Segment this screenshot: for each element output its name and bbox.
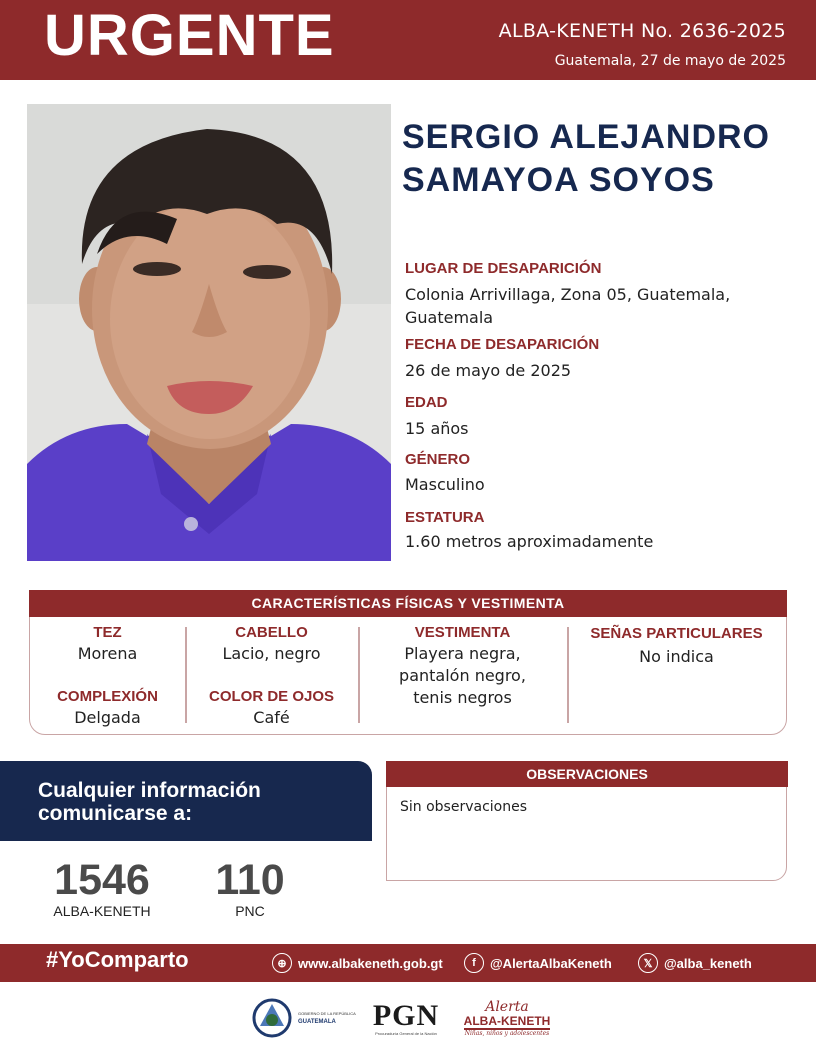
coat-of-arms-icon (250, 996, 294, 1040)
observations-text: Sin observaciones (400, 799, 528, 815)
government-logo (250, 990, 360, 1046)
contact-line-1: Cualquier información (38, 779, 261, 802)
age-value: 15 años (405, 419, 469, 438)
place-value (405, 283, 795, 329)
clothing-line: pantalón negro, (399, 666, 526, 685)
pgn-logo (364, 990, 448, 1046)
date-value: 26 de mayo de 2025 (405, 361, 572, 380)
pgn-text: PGN (372, 998, 440, 1032)
characteristics-box (29, 590, 787, 735)
phone-number-pnc[interactable]: 110 (215, 856, 285, 904)
observations-box (386, 761, 787, 881)
urgent-title: URGENTE (44, 3, 335, 68)
tez-label: TEZ (93, 624, 122, 641)
contact-banner (0, 761, 372, 841)
alerta-main: ALBA-KENETH (463, 1013, 551, 1028)
issue-date: Guatemala, 27 de mayo de 2025 (554, 53, 786, 69)
facebook-link[interactable] (464, 944, 612, 982)
observations-title: OBSERVACIONES (386, 761, 788, 787)
case-number: ALBA-KENETH No. 2636-2025 (498, 20, 786, 42)
place-line-2: Guatemala (405, 308, 494, 327)
place-label: LUGAR DE DESAPARICIÓN (405, 260, 602, 277)
tez-value: Morena (77, 644, 138, 663)
characteristics-title: CARACTERÍSTICAS FÍSICAS Y VESTIMENTA (29, 590, 787, 617)
clothing-line: Playera negra, (404, 644, 521, 663)
website-link[interactable] (272, 944, 443, 982)
marks-label: SEÑAS PARTICULARES (590, 625, 763, 642)
hair-value: Lacio, negro (222, 644, 321, 663)
marks-value: No indica (639, 647, 714, 666)
clothing-label: VESTIMENTA (414, 624, 511, 641)
place-line-1: Colonia Arrivillaga, Zona 05, Guatemala, (405, 285, 731, 304)
height-label: ESTATURA (405, 509, 485, 526)
complexion-value: Delgada (74, 708, 141, 727)
contact-text (38, 779, 261, 825)
date-label: FECHA DE DESAPARICIÓN (405, 336, 600, 353)
hair-label: CABELLO (235, 624, 308, 641)
hashtag: #YoComparto (46, 947, 189, 972)
globe-icon: ⊕ (272, 953, 292, 973)
gender-label: GÉNERO (405, 451, 471, 468)
alerta-subtitle: Niñas, niños y adolescentes (464, 1029, 550, 1037)
website-text: www.albakeneth.gob.gt (298, 955, 443, 971)
pgn-subtitle: Procuraduría General de la Nación (375, 1030, 437, 1036)
x-link[interactable] (638, 944, 752, 982)
clothing-line: tenis negros (413, 688, 512, 707)
eyes-value: Café (253, 708, 290, 727)
x-icon: 𝕏 (638, 953, 658, 973)
footer-bar (0, 944, 816, 982)
logos-row (0, 990, 816, 1050)
x-text: @alba_keneth (664, 955, 752, 971)
gov-line-1: GOBIERNO DE LA REPÚBLICA (298, 1011, 356, 1016)
complexion-label: COMPLEXIÓN (57, 688, 158, 705)
height-value: 1.60 metros aproximadamente (405, 532, 654, 551)
gov-line-2: GUATEMALA (298, 1019, 336, 1025)
phone-label-albakeneth: ALBA-KENETH (53, 903, 151, 919)
gender-value: Masculino (405, 475, 485, 494)
facebook-text: @AlertaAlbaKeneth (490, 955, 612, 971)
alerta-script: Alerta (485, 998, 529, 1015)
phone-label-pnc: PNC (235, 903, 265, 919)
header-bar (0, 0, 816, 80)
facebook-icon: f (464, 953, 484, 973)
name-line-2: SAMAYOA SOYOS (402, 161, 715, 199)
alerta-logo (462, 990, 552, 1046)
age-label: EDAD (405, 394, 448, 411)
eyes-label: COLOR DE OJOS (208, 688, 335, 705)
phone-number-albakeneth[interactable]: 1546 (54, 856, 150, 904)
person-name (402, 116, 770, 202)
clothing-value (358, 643, 567, 709)
name-line-1: SERGIO ALEJANDRO (402, 118, 771, 156)
person-photo (27, 104, 391, 561)
contact-line-2: comunicarse a: (38, 802, 193, 825)
